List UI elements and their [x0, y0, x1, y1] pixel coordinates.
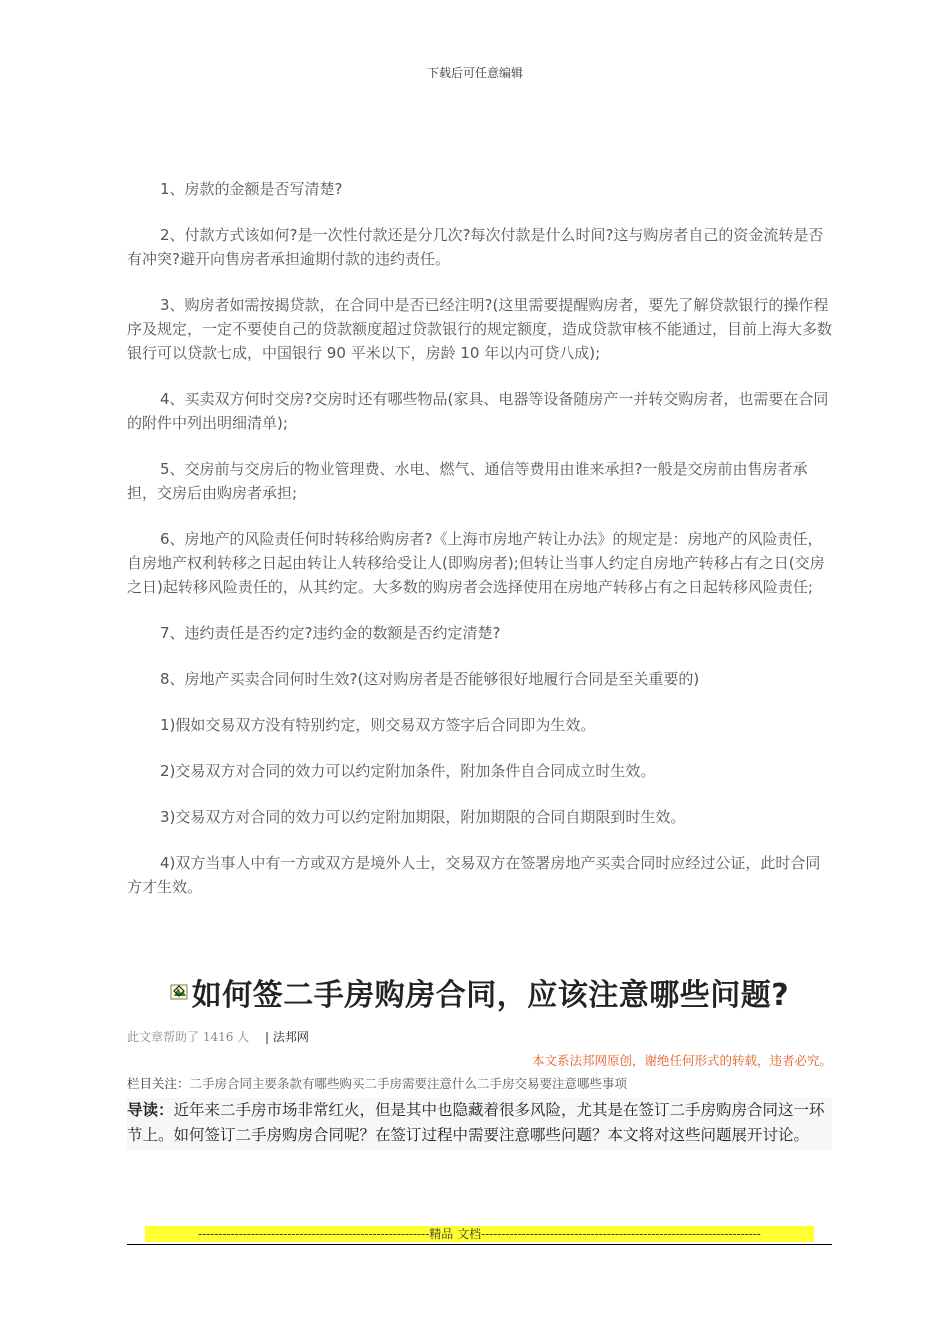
paragraph-3: 3、购房者如需按揭贷款，在合同中是否已经注明?(这里需要提醒购房者，要先了解贷款银行的操作程序及规定，一定不要使自己的贷款额度超过贷款银行的规定额度，造成贷款审核不能通过，目前上海大多数银行可以贷款七成，中国银行 90 平米以下，房龄 10 年以内可贷八成);: [127, 296, 833, 362]
article-section: [127, 970, 832, 1150]
paragraph-11: 3)交易双方对合同的效力可以约定附加期限，附加期限的合同自期限到时生效。: [160, 808, 686, 826]
site-link[interactable]: | 法邦网: [265, 1030, 309, 1044]
footer-divider: [127, 1244, 832, 1245]
article-meta: [127, 1028, 832, 1045]
footer-banner: ---------------------------------------------------------精品 文档---------------------------------------------------------------------: [145, 1226, 814, 1242]
article-intro: [127, 1098, 832, 1150]
paragraph-5: 5、交房前与交房后的物业管理费、水电、燃气、通信等费用由谁来承担?一般是交房前由售房者承担，交房后由购房者承担;: [127, 460, 808, 502]
document-body: [127, 177, 832, 921]
column-label: 栏目关注：: [127, 1076, 190, 1091]
page-header: 下载后可任意编辑: [426, 66, 523, 80]
article-title: [127, 970, 832, 1014]
column-links: [127, 1074, 832, 1092]
paragraph-10: 2)交易双方对合同的效力可以约定附加条件，附加条件自合同成立时生效。: [160, 762, 656, 780]
paragraph-2: 2、付款方式该如何?是一次性付款还是分几次?每次付款是什么时间?这与购房者自己的资金流转是否有冲突?避开向售房者承担逾期付款的违约责任。: [127, 226, 824, 268]
article-title-text: 如何签二手房购房合同，应该注意哪些问题?: [191, 978, 790, 1013]
paragraph-1: 1、房款的金额是否写清楚?: [160, 180, 343, 198]
related-links[interactable]: 二手房合同主要条款有哪些购买二手房需要注意什么二手房交易要注意哪些事项: [189, 1076, 628, 1091]
intro-text: 近年来二手房市场非常红火，但是其中也隐藏着很多风险，尤其是在签订二手房购房合同这一环节上。如何签订二手房购房合同呢？在签订过程中需要注意哪些问题？本文将对这些问题展开讨论。: [127, 1101, 825, 1144]
paragraph-8: 8、房地产买卖合同何时生效?(这对购房者是否能够很好地履行合同是至关重要的): [160, 670, 700, 688]
intro-lead: 导读：: [127, 1101, 174, 1119]
paragraph-12: 4)双方当事人中有一方或双方是境外人士，交易双方在签署房地产买卖合同时应经过公证，此时合同方才生效。: [127, 854, 821, 896]
paragraph-9: 1)假如交易双方没有特别约定，则交易双方签字后合同即为生效。: [160, 716, 596, 734]
paragraph-6: 6、房地产的风险责任何时转移给购房者?《上海市房地产转让办法》的规定是：房地产的风险责任，自房地产权利转移之日起由转让人转移给受让人(即购房者);但转让当事人约定自房地产转移占有之日(交房之日)起转移风险责任的，从其约定。大多数的购房者会选择使用在房地产转移占有之日起转移风险责任;: [127, 530, 825, 596]
paragraph-7: 7、违约责任是否约定?违约金的数额是否约定清楚?: [160, 624, 501, 642]
paragraph-4: 4、买卖双方何时交房?交房时还有哪些物品(家具、电器等设备随房产一并转交购房者，也需要在合同的附件中列出明细清单);: [127, 390, 829, 432]
helped-count: 此文章帮助了 1416 人: [127, 1030, 250, 1044]
broken-image-icon: [170, 983, 190, 1001]
copyright-notice: 本文系法邦网原创，谢绝任何形式的转载，违者必究。: [531, 1053, 832, 1068]
